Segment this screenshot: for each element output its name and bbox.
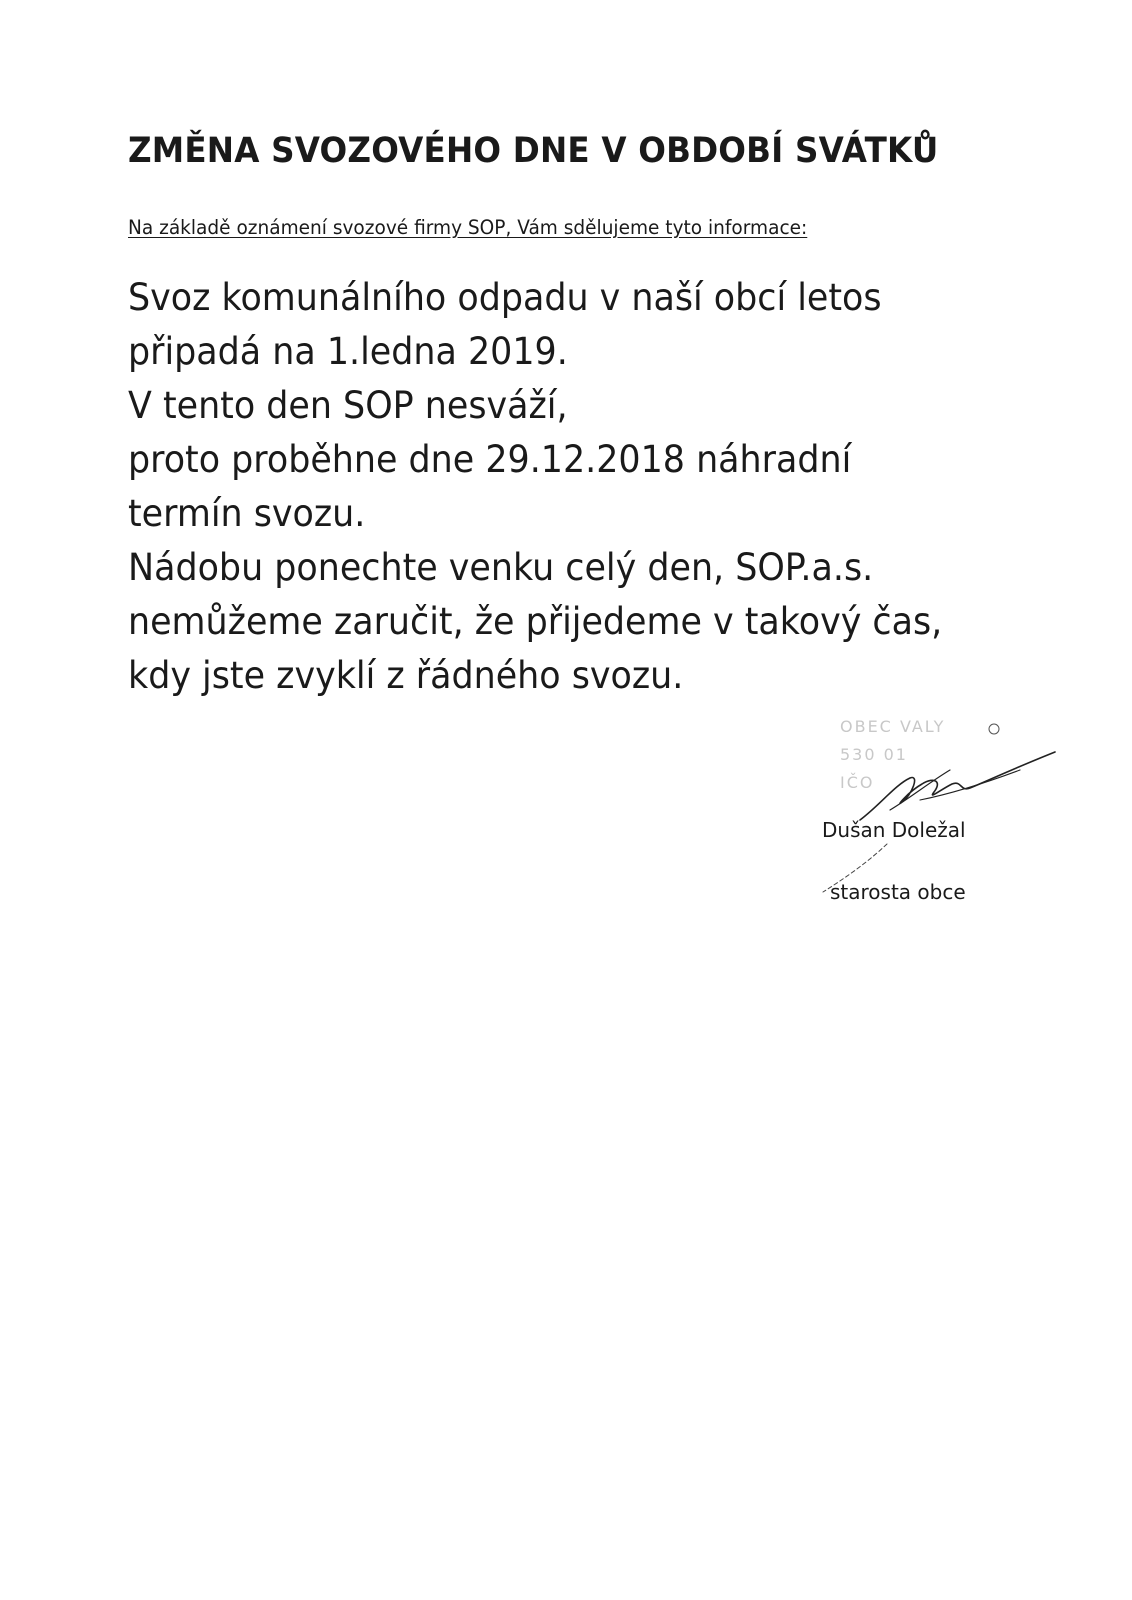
- body-line: V tento den SOP nesváží,: [128, 383, 568, 427]
- stamp-line: OBEC VALY: [840, 717, 946, 736]
- body-line: nemůžeme zaručit, že přijedeme v takový čas,: [128, 599, 943, 643]
- signer-name: Dušan Doležal: [822, 818, 966, 842]
- body-line: Svoz komunálního odpadu v naší obcí letos: [128, 275, 882, 319]
- handwritten-signature: [850, 740, 1060, 830]
- stamp-mark-icon: [986, 721, 1002, 737]
- body-line: proto proběhne dne 29.12.2018 náhradní: [128, 437, 852, 481]
- stamp-line: IČO: [840, 773, 875, 792]
- body-line: kdy jste zvyklí z řádného svozu.: [128, 653, 684, 697]
- notice-body: [128, 270, 942, 702]
- body-line: připadá na 1.ledna 2019.: [128, 329, 568, 373]
- body-line: Nádobu ponechte venku celý den, SOP.a.s.: [128, 545, 874, 589]
- signer-role: starosta obce: [830, 880, 966, 904]
- intro-notice: Na základě oznámení svozové firmy SOP, Vám sdělujeme tyto informace:: [128, 216, 808, 239]
- document-title: ZMĚNA SVOZOVÉHO DNE V OBDOBÍ SVÁTKŮ: [128, 131, 939, 171]
- body-line: termín svozu.: [128, 491, 366, 535]
- stamp-line: 530 01: [840, 745, 908, 764]
